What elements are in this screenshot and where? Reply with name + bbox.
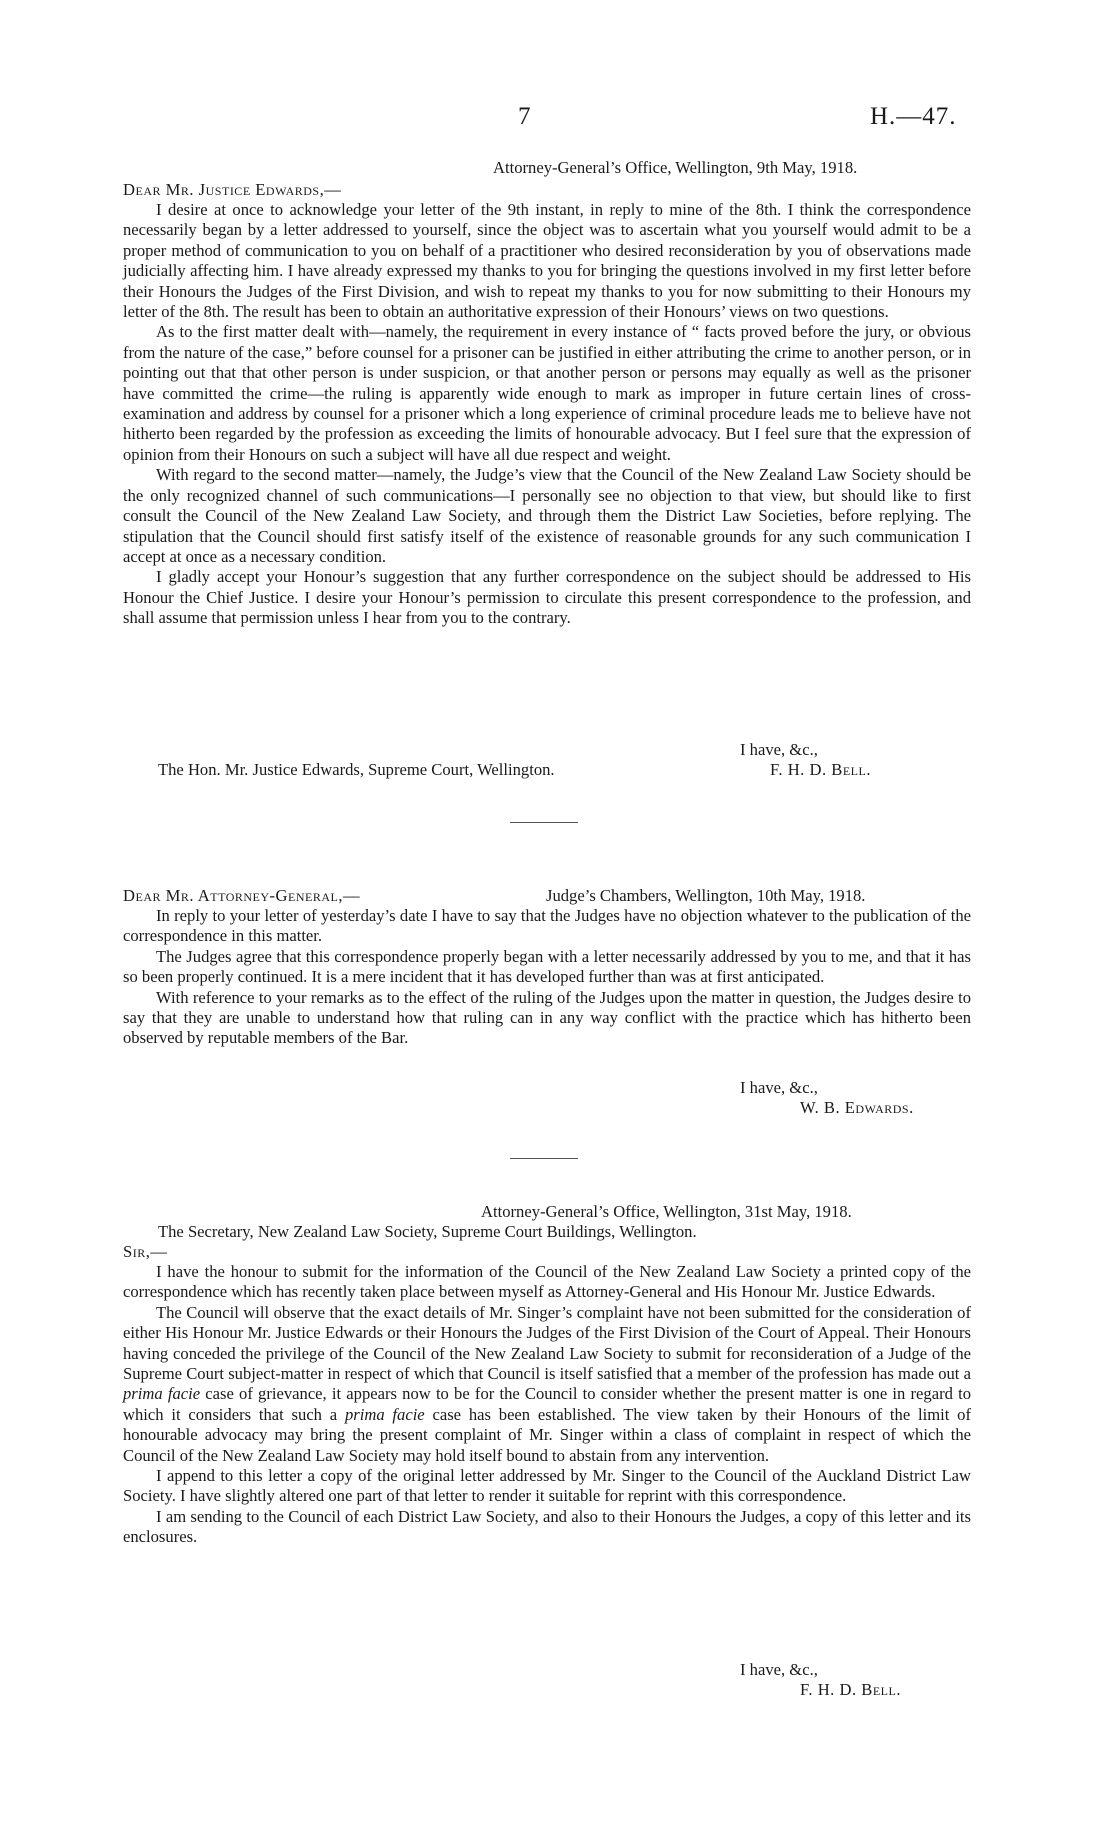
letter3-paragraph: I have the honour to submit for the information of the Council of the New Zealand Law Society a printed copy of the correspondence which has recently taken place between myself as Attorney-General and His Honour Mr. Justice Edwards. [123,1262,971,1302]
letter3-paragraph: I append to this letter a copy of the original letter addressed by Mr. Singer to the Council of the Auckland District Law Society. I have slightly altered one part of that letter to render it suitable for reprint with this correspondence. [123,1466,971,1506]
letter3-text: The Council will observe that the exact details of Mr. Singer’s complaint have not been submitted for the consideration of either His Honour Mr. Justice Edwards or their Honours the Judges of the First Division of the Court of Appeal. Their Honours having conceded the privilege of the Council of the New Zealand Law Society to submit for reconsideration of a Judge of the Supreme Court subject-matter in respect of which that Council is itself satisfied that a member of the profession has made out a [123,1302,971,1384]
letter3-text: case has been established. The view taken by their Honours of the limit of honourable advocacy may bring the present complaint of Mr. Singer within a class of complaint in respect of which the Council of the New Zealand Law Society may hold itself bound to abstain from any intervention. [123,1404,971,1465]
letter1-paragraph: I desire at once to acknowledge your letter of the 9th instant, in reply to mine of the 8th. I think the correspondence necessarily began by a letter addressed to yourself, since the object was to ascertain what you yourself would admit to be a proper method of communication to you on behalf of a practitioner who desired reconsideration by you of observations made judicially affecting him. I have already expressed my thanks to you for bringing the questions involved in my first letter before their Honours the Judges of the First Division, and wish to repeat my thanks to you for now submitting to their Honours my letter of the 8th. The result has been to obtain an authoritative expression of their Honours’ views on two questions. [123,200,971,322]
letter1-closing: I have, &c., [740,740,818,759]
letter2-paragraph: With reference to your remarks as to the effect of the ruling of the Judges upon the matter in question, the Judges desire to say that they are unable to understand how that ruling can in any way conflict with the practice which has hitherto been observed by reputable members of the Bar. [123,987,971,1048]
letter3-addressee: The Secretary, New Zealand Law Society, Supreme Court Buildings, Wellington. [158,1222,697,1241]
document-reference: H.—47. [870,103,957,130]
latin-phrase: prima facie [344,1404,425,1424]
letter2-dateline: Judge’s Chambers, Wellington, 10th May, 1918. [546,886,866,905]
letter3-signature: F. H. D. Bell. [800,1680,901,1699]
letter1-salutation: Dear Mr. Justice Edwards,— [123,180,342,199]
latin-phrase: prima facie [123,1384,201,1404]
letter1-body [123,200,971,629]
letter1-paragraph: I gladly accept your Honour’s suggestion that any further correspondence on the subject should be addressed to His Honour the Chief Justice. I desire your Honour’s permission to circulate this present correspondence to the profession, and shall assume that permission unless I hear from you to the contrary. [123,567,971,628]
letter3-closing: I have, &c., [740,1660,818,1679]
letter1-addressee: The Hon. Mr. Justice Edwards, Supreme Court, Wellington. [158,760,555,779]
letter3-salutation: Sir,— [123,1242,168,1261]
letter1-paragraph: With regard to the second matter—namely, the Judge’s view that the Council of the New Zealand Law Society should be the only recognized channel of such communications—I personally see no objection to that view, but should like to first consult the Council of the New Zealand Law Society, and through them the District Law Societies, before replying. The stipulation that the Council should first satisfy itself of the existence of reasonable grounds for any such communication I accept at once as a necessary condition. [123,465,971,566]
letter3-paragraph [123,1303,971,1466]
section-divider [510,822,578,823]
letter3-paragraph: I am sending to the Council of each District Law Society, and also to their Honours the Judges, a copy of this letter and its enclosures. [123,1506,971,1547]
letter1-dateline: Attorney-General’s Office, Wellington, 9th May, 1918. [493,158,858,177]
letter1-signature: F. H. D. Bell. [770,760,871,779]
page-number: 7 [518,103,531,130]
letter3-dateline: Attorney-General’s Office, Wellington, 31st May, 1918. [481,1202,852,1221]
letter3-body [123,1262,971,1548]
letter2-signature: W. B. Edwards. [800,1098,914,1117]
letter2-paragraph: The Judges agree that this correspondence properly began with a letter necessarily addressed by you to me, and that it has so been properly continued. It is a mere incident that it has developed further than was at first anticipated. [123,946,971,987]
letter2-body [123,906,971,1049]
section-divider [510,1158,578,1159]
letter1-paragraph: As to the first matter dealt with—namely, the requirement in every instance of “ facts proved before the jury, or obvious from the nature of the case,” before counsel for a prisoner can be justified in either attributing the crime to another person, or in pointing out that that other person is under suspicion, or that another person or persons may equally as well as the prisoner have committed the crime—the ruling is apparently wide enough to mark as improper in future certain lines of cross-examination and address by counsel for a prisoner which a long experience of criminal procedure leads me to believe have not hitherto been regarded by the profession as exceeding the limits of honourable advocacy. But I feel sure that the expression of opinion from their Honours on such a subject will have all due respect and weight. [123,322,971,464]
letter2-closing: I have, &c., [740,1078,818,1097]
letter2-paragraph: In reply to your letter of yesterday’s date I have to say that the Judges have no objection whatever to the publication of the correspondence in this matter. [123,906,971,946]
letter2-salutation: Dear Mr. Attorney-General,— [123,886,361,905]
letter3-text: case of grievance, it appears now to be for the Council to consider whether the present matter is one in regard to which it considers that such a [123,1384,971,1424]
